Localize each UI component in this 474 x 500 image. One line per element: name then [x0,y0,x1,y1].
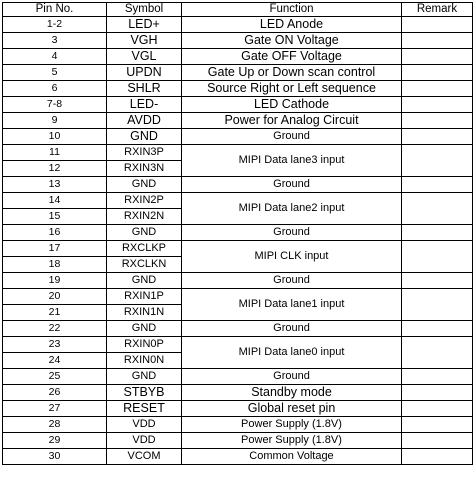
pin-number: 27 [3,401,107,417]
pin-remark [402,177,473,193]
table-row [3,225,473,241]
pin-remark [402,193,473,225]
pin-symbol: LED+ [107,17,182,33]
pin-symbol: AVDD [107,113,182,129]
header-row [3,3,473,17]
pin-symbol: RXCLKP [107,241,182,257]
table-row [3,289,473,305]
pin-number: 19 [3,273,107,289]
pin-function: MIPI Data lane1 input [182,289,402,321]
pin-symbol: GND [107,273,182,289]
pin-remark [402,321,473,337]
pin-remark [402,449,473,465]
pin-number: 5 [3,65,107,81]
pin-function: Gate OFF Voltage [182,49,402,65]
table-row [3,97,473,113]
pin-remark [402,225,473,241]
pin-symbol: VGL [107,49,182,65]
pin-function: Power Supply (1.8V) [182,433,402,449]
pin-number: 21 [3,305,107,321]
pin-number: 12 [3,161,107,177]
pin-number: 4 [3,49,107,65]
pin-symbol: VCOM [107,449,182,465]
header-function: Function [182,3,402,17]
pin-function: Gate ON Voltage [182,33,402,49]
pin-symbol: VGH [107,33,182,49]
pin-remark [402,417,473,433]
pin-number: 23 [3,337,107,353]
pin-number: 10 [3,129,107,145]
table-row [3,449,473,465]
table-row [3,177,473,193]
pin-function: Ground [182,369,402,385]
table-row [3,193,473,209]
pin-symbol: RXIN2P [107,193,182,209]
pin-function: Gate Up or Down scan control [182,65,402,81]
pin-remark [402,273,473,289]
table-row [3,337,473,353]
pin-function: MIPI Data lane2 input [182,193,402,225]
pin-function: Power Supply (1.8V) [182,417,402,433]
pin-remark [402,113,473,129]
pin-symbol: GND [107,369,182,385]
pin-symbol: GND [107,321,182,337]
pin-number: 29 [3,433,107,449]
pin-function: Common Voltage [182,449,402,465]
header-symbol: Symbol [107,3,182,17]
pin-function: Ground [182,129,402,145]
pin-symbol: GND [107,177,182,193]
pin-remark [402,17,473,33]
pin-symbol: LED- [107,97,182,113]
table-row [3,49,473,65]
table-row [3,417,473,433]
table-row [3,401,473,417]
table-row [3,241,473,257]
pin-symbol: STBYB [107,385,182,401]
pin-number: 9 [3,113,107,129]
pin-symbol: RXIN1P [107,289,182,305]
pin-number: 16 [3,225,107,241]
table-row [3,273,473,289]
pin-number: 14 [3,193,107,209]
pin-number: 26 [3,385,107,401]
table-row [3,33,473,49]
pin-function: MIPI Data lane0 input [182,337,402,369]
pin-number: 28 [3,417,107,433]
pin-remark [402,369,473,385]
pin-function: Ground [182,321,402,337]
header-pin-no: Pin No. [3,3,107,17]
pin-number: 11 [3,145,107,161]
pin-function: MIPI Data lane3 input [182,145,402,177]
pin-remark [402,129,473,145]
table-row [3,369,473,385]
pin-number: 25 [3,369,107,385]
pin-assignment-table [2,2,473,465]
pin-number: 17 [3,241,107,257]
pin-number: 6 [3,81,107,97]
pin-symbol: VDD [107,433,182,449]
pin-symbol: VDD [107,417,182,433]
pin-remark [402,401,473,417]
pin-function: MIPI CLK input [182,241,402,273]
pin-remark [402,145,473,177]
pin-symbol: RXIN0P [107,337,182,353]
pin-symbol: RXIN3N [107,161,182,177]
pin-function: Source Right or Left sequence [182,81,402,97]
table-row [3,81,473,97]
pin-number: 18 [3,257,107,273]
pin-function: Ground [182,177,402,193]
pin-number: 7-8 [3,97,107,113]
pin-remark [402,97,473,113]
pin-remark [402,33,473,49]
pin-symbol: RXCLKN [107,257,182,273]
pin-remark [402,241,473,273]
pin-number: 13 [3,177,107,193]
pin-function: LED Cathode [182,97,402,113]
pin-symbol: RESET [107,401,182,417]
pin-function: Power for Analog Circuit [182,113,402,129]
pin-symbol: RXIN1N [107,305,182,321]
pin-number: 1-2 [3,17,107,33]
table-row [3,433,473,449]
pin-remark [402,65,473,81]
pin-symbol: GND [107,129,182,145]
table-row [3,321,473,337]
table-row [3,385,473,401]
pin-function: LED Anode [182,17,402,33]
pin-remark [402,81,473,97]
pin-symbol: GND [107,225,182,241]
pin-function: Ground [182,225,402,241]
pin-function: Ground [182,273,402,289]
pin-symbol: RXIN3P [107,145,182,161]
table-row [3,113,473,129]
table-row [3,65,473,81]
pin-symbol: UPDN [107,65,182,81]
pin-number: 22 [3,321,107,337]
pin-number: 24 [3,353,107,369]
table-row [3,129,473,145]
pin-symbol: RXIN0N [107,353,182,369]
table-row [3,17,473,33]
pin-remark [402,49,473,65]
header-remark: Remark [402,3,473,17]
pin-number: 30 [3,449,107,465]
pin-symbol: RXIN2N [107,209,182,225]
pin-symbol: SHLR [107,81,182,97]
pin-function: Standby mode [182,385,402,401]
pin-remark [402,433,473,449]
pin-remark [402,385,473,401]
pin-remark [402,289,473,321]
pin-number: 20 [3,289,107,305]
pin-number: 3 [3,33,107,49]
pin-function: Global reset pin [182,401,402,417]
table-row [3,145,473,161]
pin-remark [402,337,473,369]
pin-number: 15 [3,209,107,225]
